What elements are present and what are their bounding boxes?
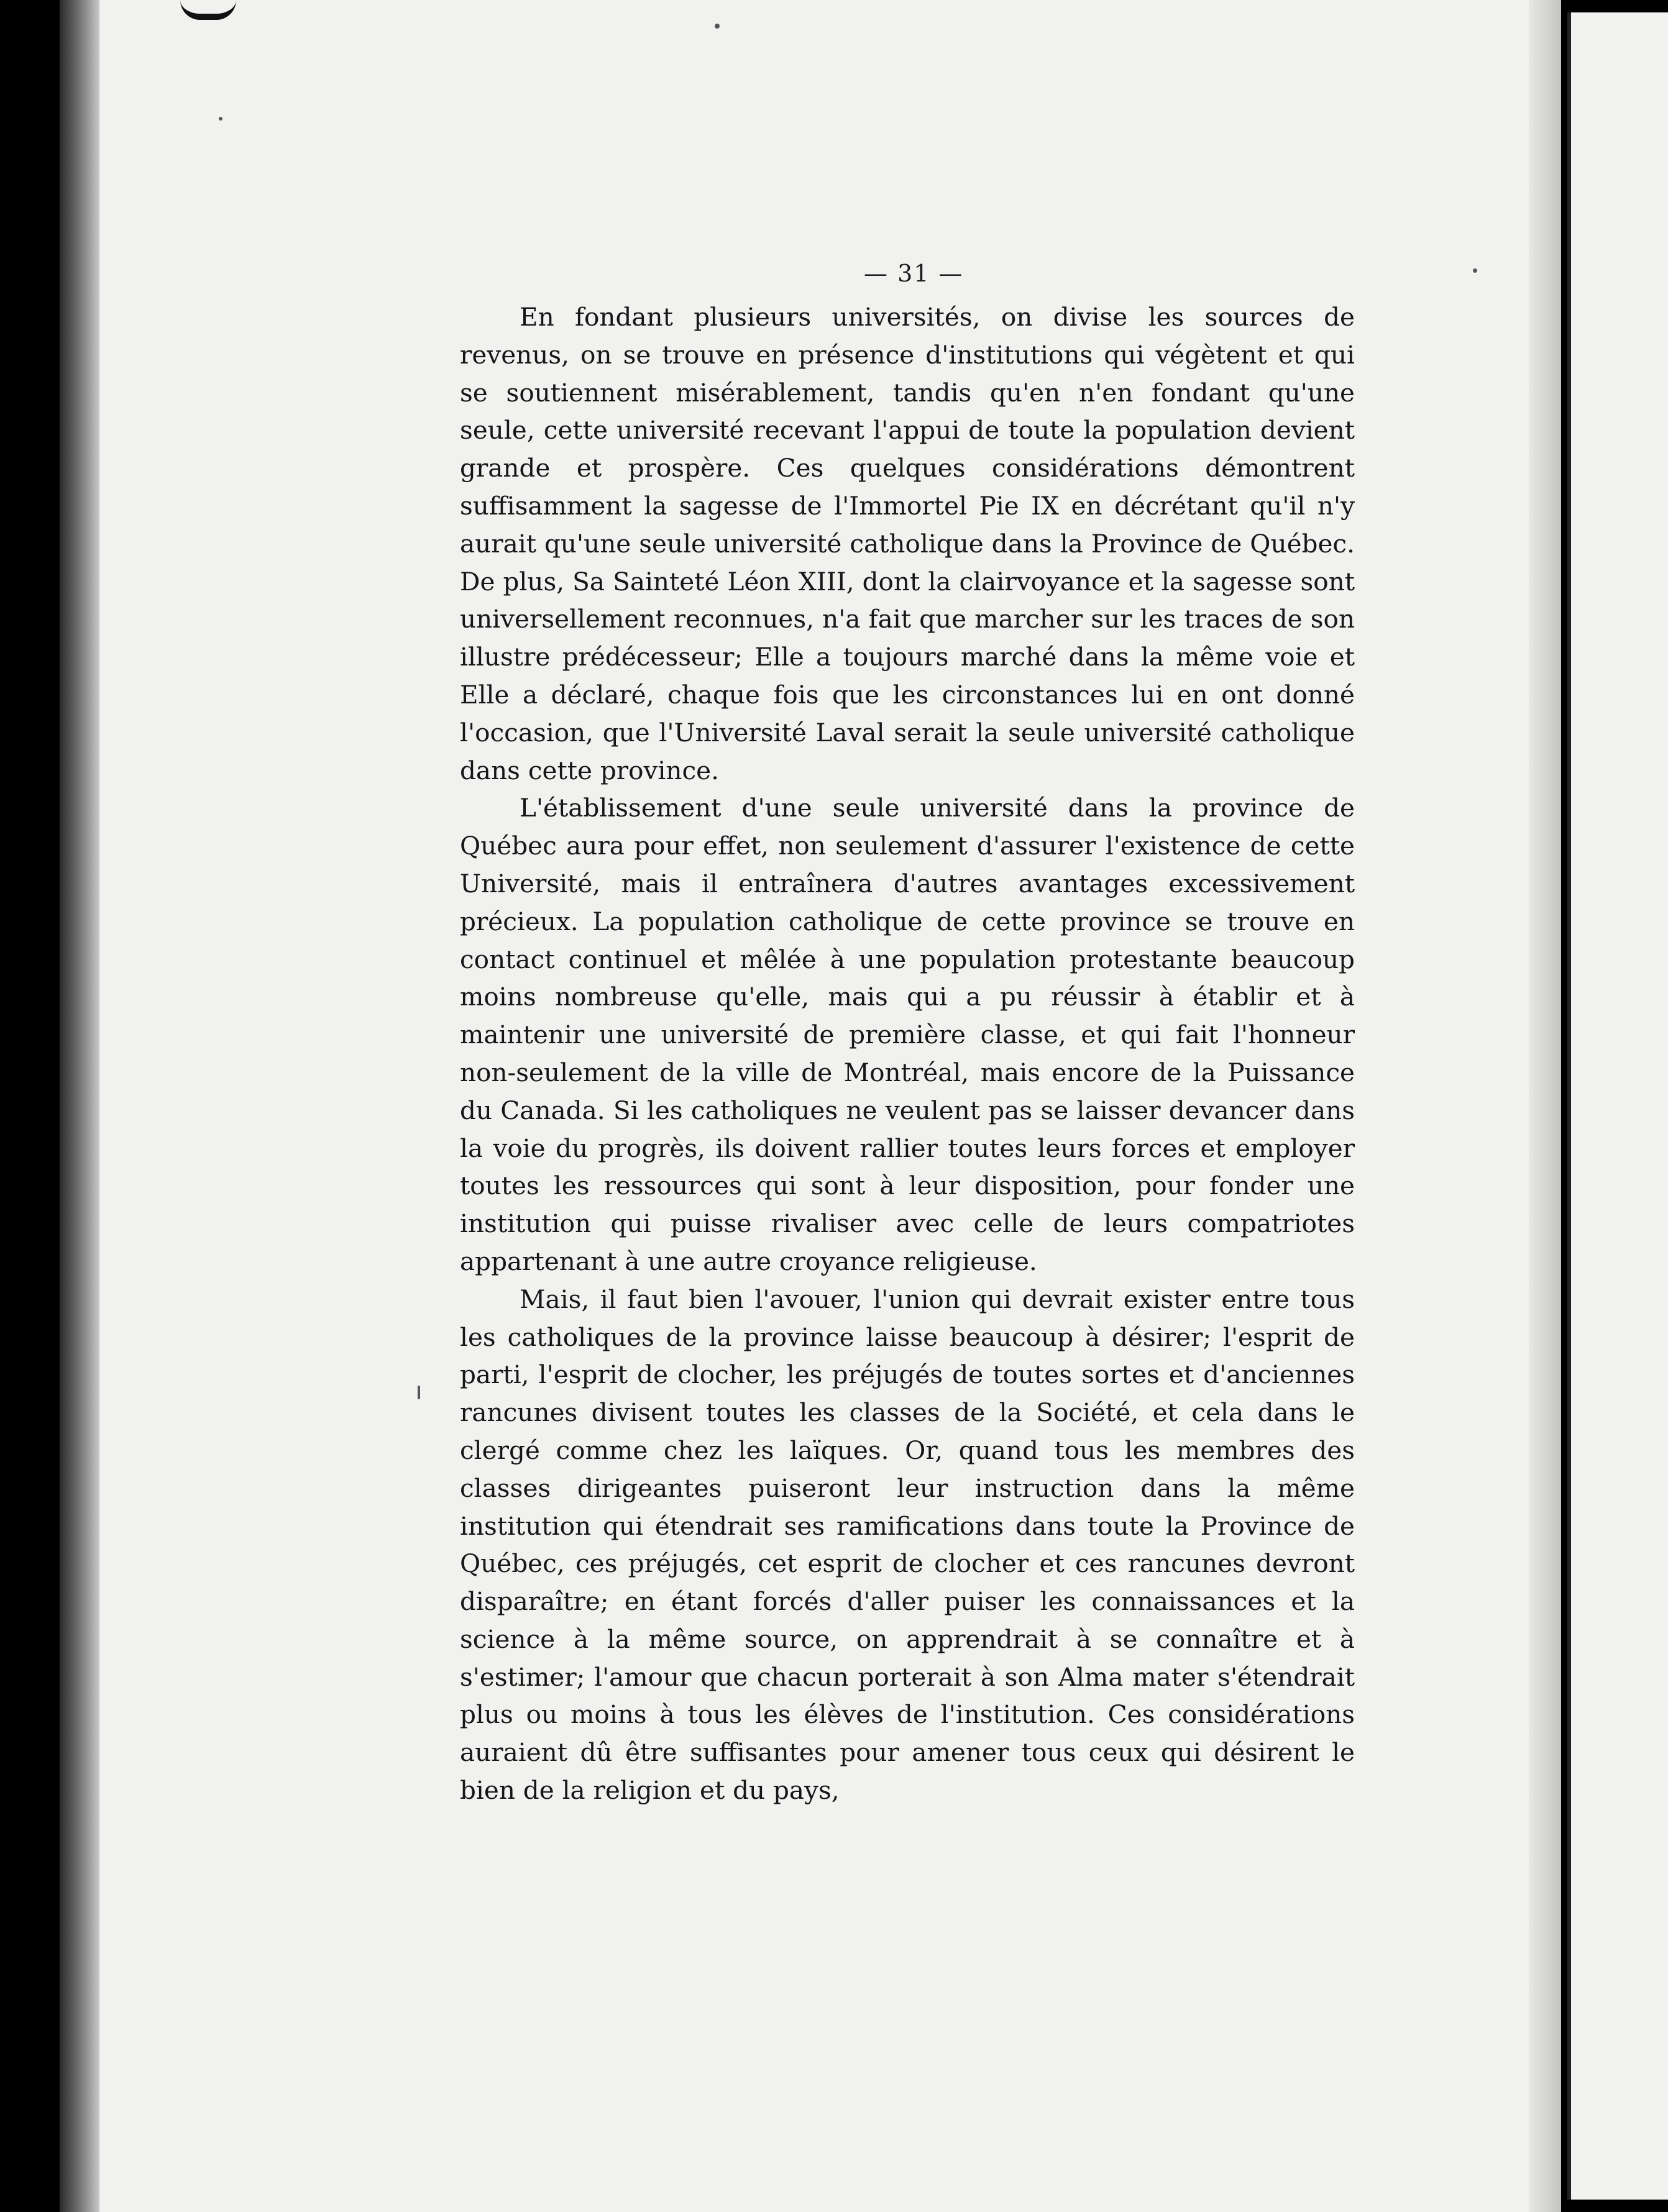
dust-speck <box>1473 268 1477 273</box>
body-text <box>460 298 1355 1809</box>
dust-speck <box>219 117 222 121</box>
paragraph-1: En fondant plusieurs universités, on divise les sources de revenus, on se trouve en présence d'institutions qui végètent et qui se soutiennent misérablement, tandis qu'en n'en fondant qu'une seule, cette université recevant l'appui de toute la population devient grande et prospère. Ces quelques considérations démontrent suffisamment la sagesse de l'Immortel Pie IX en décrétant qu'il n'y aurait qu'une seule université catholique dans la Province de Québec. De plus, Sa Sainteté Léon XIII, dont la clairvoyance et la sagesse sont universellement reconnues, n'a fait que marcher sur les traces de son illustre prédécesseur; Elle a toujours marché dans la même voie et Elle a déclaré, chaque fois que les circonstances lui en ont donné l'occasion, que l'Université Laval serait la seule université catholique dans cette province. <box>460 302 1355 785</box>
paragraph-3: Mais, il faut bien l'avouer, l'union qui devrait exister entre tous les catholiques de la province laisse beaucoup à désirer; l'esprit de parti, l'esprit de clocher, les préjugés de toutes sortes et d'anciennes rancunes divisent toutes les classes de la Société, et cela dans le clergé comme chez les laïques. Or, quand tous les membres des classes dirigeantes puiseront leur instruction dans la même institution qui étendrait ses ramifications dans toute la Province de Québec, ces préjugés, cet esprit de clocher et ces rancunes devront disparaître; en étant forcés d'aller puiser les connaissances et la science à la même source, on apprendrait à se connaître et à s'estimer; l'amour que chacun porterait à son Alma mater s'étendrait plus ou moins à tous les élèves de l'institution. Ces considérations auraient dû être suffisantes pour amener tous ceux qui désirent le bien de la religion et du pays, <box>460 1284 1355 1806</box>
dust-speck <box>418 1386 420 1399</box>
paragraph-2: L'établissement d'une seule université dans la province de Québec aura pour effet, non seulement d'assurer l'existence de cette Université, mais il entraînera d'autres avantages excessivement précieux. La population catholique de cette province se trouve en contact continuel et mêlée à une population protestante beaucoup moins nombreuse qu'elle, mais qui a pu réussir à établir et à maintenir une université de première classe, et qui fait l'honneur non-seulement de la ville de Montréal, mais encore de la Puissance du Canada. Si les catholiques ne veulent pas se laisser devancer dans la voie du progrès, ils doivent rallier toutes leurs forces et employer toutes les ressources qui sont à leur disposition, pour fonder une institution qui puisse rivaliser avec celle de leurs compatriotes appartenant à une autre croyance religieuse. <box>460 793 1355 1276</box>
dust-speck <box>715 24 720 29</box>
page-number: — 31 — <box>864 260 964 287</box>
left-page-edge <box>60 0 103 2212</box>
next-page-sheet <box>1567 12 1668 2200</box>
